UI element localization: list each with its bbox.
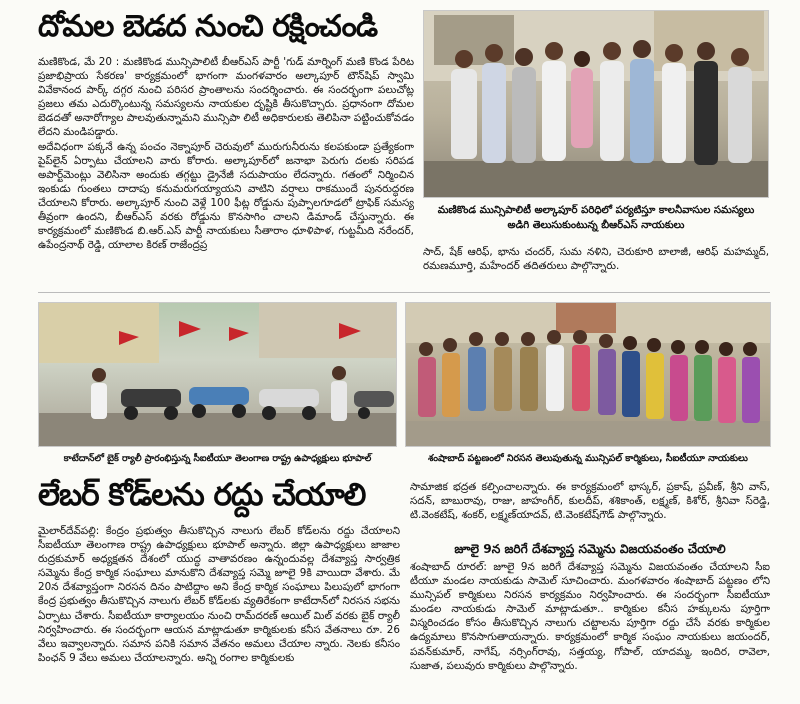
brs-photo-caption-line-2: అడిగి తెలుసుకుంటున్న బీఆర్ఎస్ నాయకులు [507,220,685,231]
shamshabad-caption: శంషాబాద్ పట్టణంలో నిరసన తెలుపుతున్న మున్సిపల్ కార్మికులు, సీఐటీయూ నాయకులు [428,453,748,464]
brs-leaders-photo [423,10,769,198]
story3-intro: సామాజిక భద్రత కల్పించాలన్నారు. ఈ కార్యక్రమంలో భాస్కర్, ప్రకాష్, ప్రవీణ్, శ్రీని వాస్, సదన్, బాబురావు, రాజు, జాహంగీర్, కులదీప్, శశికాంత్, లక్ష్మణ్, కిశోర్, శ్రీనివా స్‌రెడ్డి, టి.వెంకటేష్, శంకర్, లక్ష్మణ్‌యాదవ్, టి.వెంకటేష్‌గౌడ్ పాల్గొన్నారు. [410,481,770,522]
bike-rally-photo [38,302,397,447]
story1-continuation: సాద్, షేక్ ఆరిఫ్, భాను చందర్, సుమ నళిని, చెరుకూరి బాలాజీ, ఆరిఫ్ మహమ్మద్, రమణమూర్తి, మహేందర్ తదితరులు పాల్గొన్నారు. [423,246,769,273]
brs-photo-caption-line-1: మణికొండ మున్సిపాలిటీ అల్కాపూర్ పరిధిలో పర్యటిస్తూ కాలనీవాసుల సమస్యలు [437,205,755,216]
story1-paragraph-2: అదేవిధంగా పక్కనే ఉన్న పంచం నెక్నాపూర్ చెరువులో మురుగునీరును కలపకుండా ప్రత్యేకంగా పైప్‌లైన్ ఏర్పాటు చేయాలని వారు కోరారు. అల్కాపూర్‌లో జనాభా పెరుగు దలకు సరిపడ అపార్ట్‌మెంట్లు వెలిసినా అందుకు తగ్గట్టు డ్రైనేజీ సదుపాయం లేదన్నారు. గతంలో నిర్మించిన ఇంకుడు గుంతలు దాదాపు కనుమరుగయ్యాయని వాటిని వర్షాలు రాకముందే పునరుద్ధరణ చేయాలని కోరారు. అల్కాపూర్ నుంచి వెళ్లే 100 ఫీట్ల రోడ్డును పుప్పాలగూడలో ట్రాఫిక్ సమస్య తీవ్రంగా ఉందని, బీఆర్ఎస్ వరకు రోడ్డును కొనసాగిం చాలని డిమాండ్ చేస్తున్నారు. ఈ కార్యక్రమంలో మణికొండ బి.ఆర్.ఎస్ పార్టీ నాయకులు సీతారాం ధూళిపాళ, గుట్టమీది నరేందర్, ఉపేంద్రనాథ్ రెడ్డి, యాలాల కిరణ్ రాజేంద్రప్ర [38,140,414,252]
bike-rally-photo-art [39,303,397,447]
brs-leaders-photo-art [424,11,769,198]
shamshabad-protest-photo [405,302,771,447]
shamshabad-protest-photo-art [406,303,771,447]
story3-paragraph-1: శంషాబాద్ రూరల్: జూలై 9న జరిగే దేశవ్యాప్త సమ్మెను విజయవంతం చేయాలని సీఐ టీయూ మండల నాయకుడు సామెల్ సూచించారు. మంగళవారం శంషాబాద్ పట్టణం లోని మున్సిపల్ కార్మికులు నిరసన కార్యక్రమం నిర్వహించారు. ఈ సందర్భంగా సీఐటీయూ మండల నాయకుడు సామెల్ మాట్లాడుతూ.. కార్మికుల కనీస హక్కులను పూర్తిగా విస్మరించడం కోసం తీసుకొచ్చిన నాలుగు చట్టాలను పూర్తిగా రద్దు చేసే వరకు కార్మికుల ఉద్యమాలు కొనసాగుతాయన్నారు. కార్యక్రమంలో కార్మిక సంఘం నాయకులు జయందర్, పవన్‌కుమార్, నాగేష్, నర్సింగ్‌రావు, సత్తయ్య, గోపాల్, యాదమ్మ, ఇందిర, రావెలా, సుజాత, పలువురు కార్మికులు పాల్గొన్నారు. [410,561,770,672]
section-divider [38,292,770,293]
story2-headline: లేబర్ కోడ్‌లను రద్దు చేయాలి [38,478,366,513]
story3-subhead: జూలై 9న జరిగే దేశవ్యాప్త సమ్మెను విజయవంతం చేయాలి [454,542,726,556]
story2-paragraph-1: మైలార్‌దేవ్‌పల్లి: కేంద్రం ప్రభుత్వం తీసుకొచ్చిన నాలుగు లేబర్ కోడ్‌లను రద్దు చేయాలని సీఐటీయూ తెలంగాణ రాష్ట్ర ఉపాధ్యక్షులు భూపాల్ అన్నారు. జిల్లా ఉపాధ్యక్షులు జాజాల రుద్రకుమార్ అధ్యక్షతన దేశంలో యుద్ధ వాతావరణం ఉన్నందువల్ల దేశవ్యాప్త సార్వత్రిక సమ్మెను కేంద్ర కార్మిక సంఘాలు మానుకొని దేశవ్యాప్త సమ్మె జూలై 9కి వాయిదా వేశారు. మే 20న దేశవ్యాప్తంగా నిరసన దినం పాటిద్దాం అని కేంద్ర కార్మిక సంఘాలు పిలుపులో భాగంగా కేంద్ర ప్రభుత్వం తీసుకొచ్చిన నాలుగు లేబర్ కోడ్‌లకు వ్యతిరేకంగా కాటేదాన్‌లో నిరసన సభను ఏర్పాటు చేశారు. సీఐటీయూ కార్యాలయం నుంచి రామ్‌దరణ్ ఆయిల్ మిల్ వరకు బైక్ ర్యాలీ నిర్వహించారు. ఈ సందర్భంగా ఆయన మాట్లాడుతూ కార్మికులకు కనీస వేతనాలు రూ. 26 వేలు ఇవ్వాలన్నారు. సమాన పనికి సమాన వేతనం అమలు చేయాల న్నారు. నెలకు కనీసం పింఛన్ 9 వేలు అమలు చేయాలన్నారు. అన్ని రంగాల కార్మికులకు [38,525,400,664]
story2-body [38,524,400,700]
story1-paragraph-1: మణికొండ, మే 20 : మణికొండ మున్సిపాలిటీ బీఆర్ఎస్ పార్టీ 'గుడ్ మార్నింగ్ మణి కొండ పేరిట ప్రజాభిప్రాయ సేకరణ' కార్యక్రమంలో భాగంగా మంగళవారం అల్కాపూర్ టౌన్‌షిప్ స్వామి వివేకానంద పార్క్ దగ్గర నుంచి పరిసర ప్రాంతాలను సందర్శించారు. ఈ సందర్భంగా పలుచోట్ల ప్రజలు తమ ఎదుర్కొంటున్న సమస్యలను నాయకుల దృష్టికి తీసుకొచ్చారు. ప్రధానంగా దోమల బెడదతో అనారోగ్యాల పాలవుతున్నామని మున్సిపా లిటీ అధికారులకు తెలిపినా పట్టించుకోవడం లేదని మండిపడ్డారు. [38,56,414,139]
story1-headline: దోమల బెడద నుంచి రక్షించండి [38,10,378,44]
bike-rally-caption: కాటేదాన్‌లో బైక్ ర్యాలీ ప్రారంభిస్తున్న సీఐటీయూ తెలంగాణ రాష్ట్ర ఉపాధ్యక్షులు భూపాల్ [63,453,372,464]
story1-body [38,55,414,273]
story3-body [410,560,770,700]
